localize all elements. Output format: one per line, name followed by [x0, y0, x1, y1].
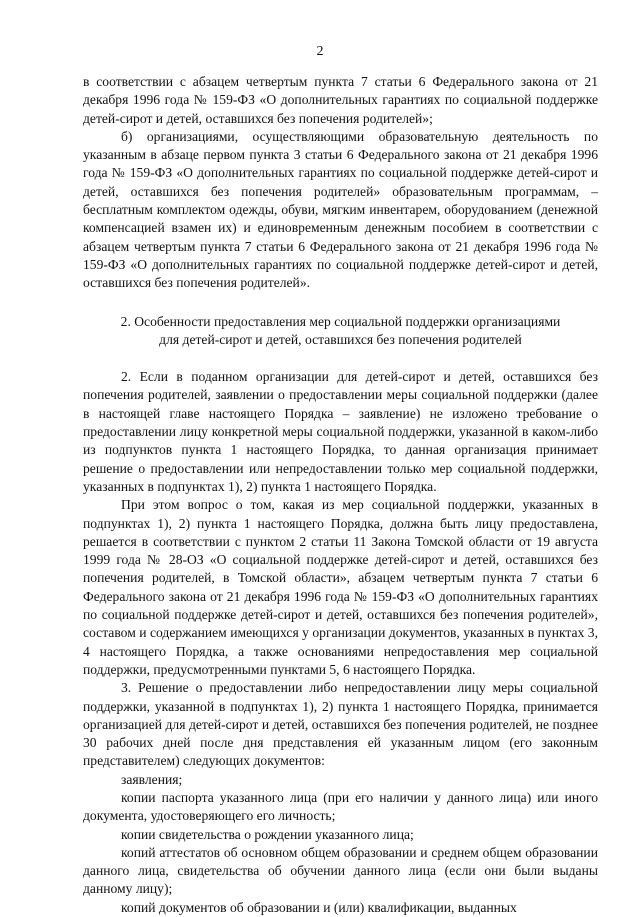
section-heading-line-1: 2. Особенности предоставления мер социальной поддержки организациями	[120, 313, 561, 329]
document-body	[83, 73, 598, 917]
section-heading-line-2: для детей-сирот и детей, оставшихся без попечения родителей	[159, 331, 522, 347]
list-item-application: заявления;	[121, 771, 183, 787]
section-heading	[83, 313, 598, 350]
paragraph-continuation: в соответствии с абзацем четвертым пункта 7 статьи 6 Федерального закона от 21 декабря 1996 года № 159-ФЗ «О дополнительных гарантиях по социальной поддержке детей-сирот и детей, оставшихся без попечения родителей»;	[83, 74, 598, 126]
paragraph-item-b: б) организациями, осуществляющими образовательную деятельность по указанным в абзаце первом пункта 3 статьи 6 Федерального закона от 21 декабря 1996 года № 159-ФЗ «О дополнительных гарантиях по социальной поддержке детей-сирот и детей, оставшихся без попечения родителей» образовательным программам, – бесплатным комплектом одежды, обуви, мягким инвентарем, оборудованием (денежной компенсацией взамен их) и единовременным денежным пособием в соответствии с абзацем четвертым пункта 7 статьи 6 Федерального закона от 21 декабря 1996 года № 159-ФЗ «О дополнительных гарантиях по социальной поддержке детей-сирот и детей, оставшихся без попечения родителей».	[83, 128, 598, 291]
page-number: 2	[316, 44, 324, 59]
list-item-school-certificates-copy: копий аттестатов об основном общем образовании и среднем общем образовании данного лица, свидетельства об обучении данного лица (если они были выданы данному лицу);	[83, 844, 598, 897]
list-item-birth-certificate-copy: копии свидетельства о рождении указанного лица;	[121, 826, 414, 842]
list-item-education-documents-copy: копий документов об образовании и (или) квалификации, выданных	[121, 899, 517, 915]
paragraph-clause-2-continued: При этом вопрос о том, какая из мер социальной поддержки, указанных в подпунктах 1), 2) пункта 1 настоящего Порядка, должна быть лицу предоставлена, решается в соответствии с пунктом 2 статьи 11 Закона Томской области от 19 августа 1999 года № 28-ОЗ «О социальной поддержке детей-сирот и детей, оставшихся без попечения родителей, в Томской области», абзацем четвертым пункта 7 статьи 6 Федерального закона от 21 декабря 1996 года № 159-ФЗ «О дополнительных гарантиях по социальной поддержке детей-сирот и детей, оставшихся без попечения родителей», составом и содержанием имеющихся у организации документов, указанных в пунктах 3, 4 настоящего Порядка, а также основаниями непредоставления мер социальной поддержки, предусмотренными пунктами 5, 6 настоящего Порядка.	[83, 497, 598, 677]
paragraph-clause-2: 2. Если в поданном организации для детей-сирот и детей, оставшихся без попечения родителей, заявлении о предоставлении меры социальной поддержки (далее в настоящей главе настоящего Порядка – заявление) не изложено требование о предоставлении лицу конкретной меры социальной поддержки, указанной в каком-либо из подпунктов пункта 1 настоящего Порядка, то данная организация принимает решение о предоставлении или непредоставлении только мер социальной поддержки, указанных в подпунктах 1), 2) пункта 1 настоящего Порядка.	[83, 369, 598, 494]
paragraph-clause-3: 3. Решение о предоставлении либо непредоставлении лицу меры социальной поддержки, указанной в подпунктах 1), 2) пункта 1 настоящего Порядка, принимается организацией для детей-сирот и детей, оставшихся без попечения родителей, не позднее 30 рабочих дней после дня представления ей указанным лицом (его законным представителем) следующих документов:	[83, 680, 598, 769]
list-item-passport-copy: копии паспорта указанного лица (при его наличии у данного лица) или иного документа, удостоверяющего его личность;	[83, 789, 598, 824]
